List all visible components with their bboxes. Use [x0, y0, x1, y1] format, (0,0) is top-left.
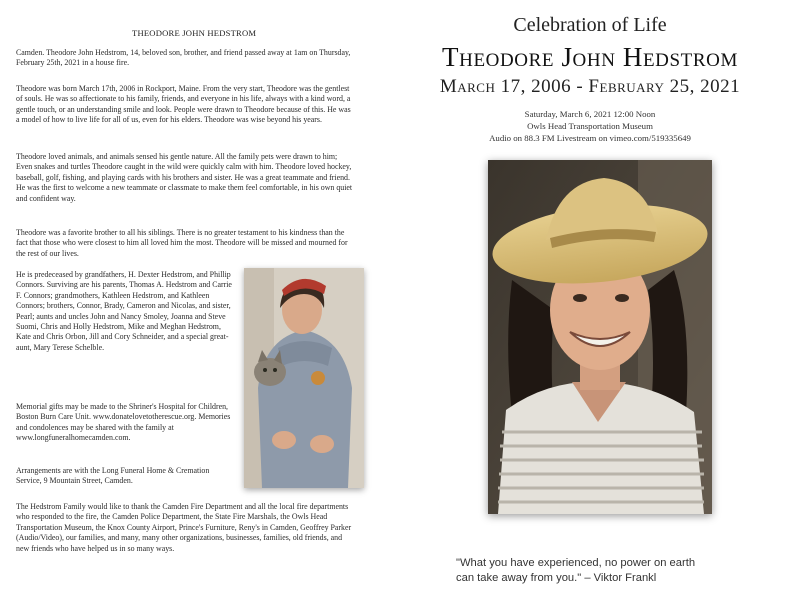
deceased-name: Theodore John Hedstrom [442, 42, 738, 72]
quote-line-1: "What you have experienced, no power on earth [456, 557, 696, 569]
quote-line-2: can take away from you." – Viktor Frankl [456, 572, 657, 584]
photo-with-cat [244, 268, 364, 488]
celebration-heading: Celebration of Life [513, 14, 667, 36]
obituary-paragraph-memorial-gifts: Memorial gifts may be made to the Shriner's Hospital for Children, Boston Burn Care Unit. www.donatelovetotherescue.org. Memories and condolences may be shared with the family at www.longfuneralhomecamden.com. [16, 402, 231, 443]
obituary-title: THEODORE JOHN HEDSTROM [132, 28, 257, 38]
portrait-photo [488, 160, 712, 514]
obituary-paragraph-intro: Camden. Theodore John Hedstrom, 14, beloved son, brother, and friend passed away at 1am on Thursday, February 25th, 2021 in a house fire. [16, 48, 351, 68]
obituary-paragraph-birth: Theodore was born March 17th, 2006 in Rockport, Maine. From the very start, Theodore was the gentlest of souls. He was so affectionate to his family, friends, and everyone in his life, always with a kind word, a gentle touch, or an understanding smile and look. People were drawn to Theodore because of this. He was a model of how to live life for all of us, even for his elders. Theodore was wise beyond his years. [16, 84, 351, 125]
obituary-paragraph-thanks: The Hedstrom Family would like to thank the Camden Fire Department and all the local fire departments who responded to the fire, the Camden Police Department, the State Fire Marshals, the Owls Head Transportation Museum, the Knox County Airport, Prince's Furniture, Reny's in Camden, Geoffrey Parker (Audio/Video), our families, and many, many other organizations, businesses, families, old friends, and new friends who have helped us in so many ways. [16, 502, 352, 553]
obituary-paragraph-arrangements: Arrangements are with the Long Funeral Home & Cremation Service, 9 Mountain Street, Camden. [16, 466, 210, 486]
service-date-time: Saturday, March 6, 2021 12:00 Noon [524, 109, 656, 119]
viktor-frankl-quote [456, 556, 776, 586]
service-details [420, 108, 760, 144]
service-broadcast: Audio on 88.3 FM Livestream on vimeo.com/519335649 [489, 133, 691, 143]
obituary-paragraph-family: He is predeceased by grandfathers, H. Dexter Hedstrom, and Phillip Connors. Surviving are his parents, Thomas A. Hedstrom and Carrie F. Connors; grandmothers, Kathleen Hedstrom, and Kathleen Connors; brothers, Connor, Brady, Cameron and Nicolas, and sister, Pearl; aunts and uncles John and Nancy Smoley, Joanna and Steve Suomi, Chris and Holly Hedstrom, Mike and Meghan Hedstrom, Kate and Chris Orbon, Jill and Cory Schneider, and a special great-aunt, Mary Terese Schelble. [16, 270, 232, 352]
obituary-paragraph-siblings: Theodore was a favorite brother to all his siblings. There is no greater testament to his kindness than the fact that those who were closest to him all loved him the most. Theodore will be missed and mourned for the rest of our lives. [16, 228, 348, 258]
life-dates: March 17, 2006 - February 25, 2021 [439, 76, 741, 97]
obituary-paragraph-animals: Theodore loved animals, and animals sensed his gentle nature. All the family pets were drawn to him; Even snakes and turtles Theodore caught in the wild were quickly calm with him. Theodore loved hockey, baseball, golf, fishing, and playing cards with his brothers and sister. He was a great teammate and friend. He was the first to welcome a new teammate or classmate to make them feel comfortable, in his own quiet and confident way. [16, 152, 353, 203]
portrait-illustration [488, 160, 712, 514]
service-location: Owls Head Transportation Museum [527, 121, 653, 131]
photo-with-cat-illustration [244, 268, 364, 488]
